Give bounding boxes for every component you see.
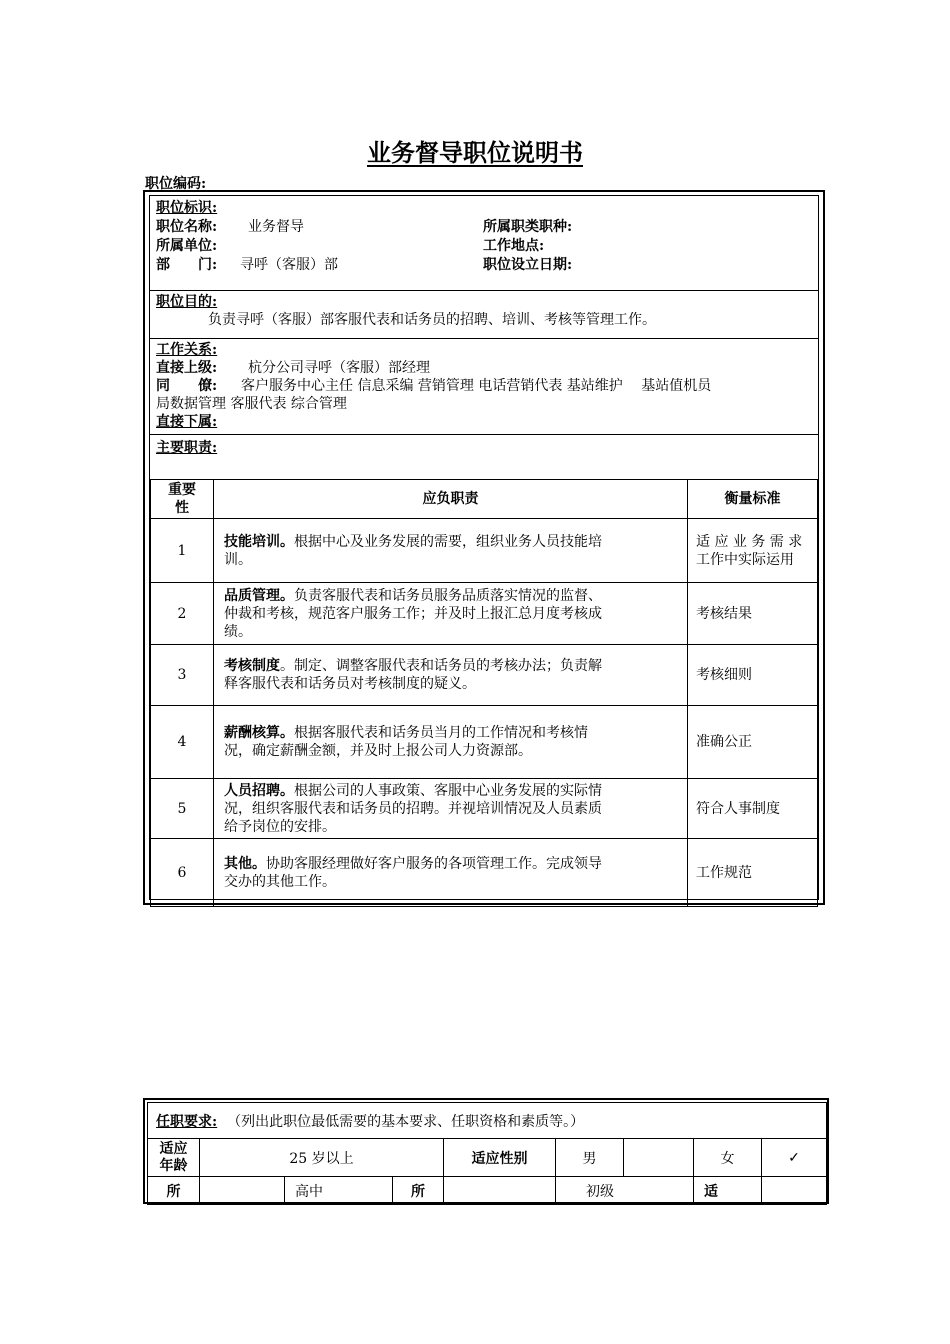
requirements-heading: 任职要求:	[156, 1113, 218, 1130]
table-row	[151, 839, 818, 907]
duty-title: 品质管理。	[224, 587, 294, 604]
gender-male: 男	[556, 1139, 624, 1177]
name-label: 职位名称:	[156, 219, 218, 235]
duty-title: 人员招聘。	[224, 782, 294, 799]
superior-label: 直接上级:	[156, 360, 218, 376]
superior-value: 杭分公司寻呼（客服）部经理	[248, 360, 430, 376]
row3-label-2: 所	[393, 1177, 444, 1205]
duty-text: 负责客服代表和话务员服务品质落实情况的监督、	[294, 587, 602, 604]
age-label	[148, 1139, 200, 1177]
identity-section	[150, 196, 818, 291]
duty-cell	[214, 645, 688, 706]
category-label: 所属职类职种:	[483, 219, 573, 235]
duty-cell	[214, 519, 688, 583]
duty-text: 况，确定薪酬金额，并及时上报公司人力资源部。	[224, 743, 532, 759]
standard-cell: 工作规范	[688, 839, 818, 907]
requirements-box	[143, 1098, 829, 1204]
age-gender-row	[148, 1139, 827, 1177]
purpose-heading: 职位目的:	[156, 294, 218, 310]
duty-title: 其他。	[224, 855, 266, 872]
date-label: 职位设立日期:	[483, 257, 573, 273]
unit-label: 所属单位:	[156, 238, 218, 254]
importance-header-line2: 性	[175, 500, 189, 516]
importance-header	[151, 480, 214, 519]
duty-text: 根据客服代表和话务员当月的工作情况和考核情	[294, 725, 588, 741]
duty-text: 给予岗位的安排。	[224, 818, 336, 835]
requirements-note: （列出此职位最低需要的基本要求、任职资格和素质等。）	[227, 1113, 585, 1130]
standard-header: 衡量标准	[688, 480, 818, 519]
row-number: 3	[151, 645, 214, 706]
standard-text: 工作中实际运用	[696, 551, 794, 568]
table-row	[151, 706, 818, 779]
duty-text: 释客服代表和话务员对考核制度的疑义。	[224, 676, 476, 692]
job-description-box	[143, 190, 825, 905]
duty-cell	[214, 839, 688, 907]
duties-table	[150, 479, 818, 907]
name-value: 业务督导	[248, 219, 304, 235]
row3-cell-2	[200, 1177, 285, 1205]
duties-header-row	[151, 480, 818, 519]
row3-education: 高中	[285, 1177, 393, 1205]
location-label: 工作地点:	[483, 238, 545, 254]
requirements-heading-cell	[148, 1103, 827, 1139]
gender-female: 女	[694, 1139, 762, 1177]
dept-value: 寻呼（客服）部	[240, 257, 338, 273]
duty-text: 交办的其他工作。	[224, 873, 336, 890]
standard-cell: 准确公正	[688, 706, 818, 779]
age-value: 25 岁以上	[200, 1139, 444, 1177]
standard-cell: 考核细则	[688, 645, 818, 706]
importance-header-line1: 重要	[168, 482, 196, 498]
document-title: 业务督导职位说明书	[367, 138, 583, 167]
age-label-line1: 适应	[159, 1140, 188, 1157]
dept-label: 部 门:	[156, 257, 218, 273]
age-label-line2: 年龄	[159, 1157, 188, 1174]
relations-heading: 工作关系:	[156, 342, 218, 358]
requirements-table	[147, 1102, 827, 1205]
subordinate-label: 直接下属:	[156, 414, 218, 430]
duty-header: 应负职责	[214, 480, 688, 519]
table-row	[151, 779, 818, 839]
row-number: 4	[151, 706, 214, 779]
peers-label: 同 僚:	[156, 378, 218, 394]
job-description-inner	[149, 195, 819, 900]
duty-text: 协助客服经理做好客户服务的各项管理工作。完成领导	[266, 855, 602, 872]
duty-title: 考核制度	[224, 658, 280, 674]
row3-cell-5	[444, 1177, 556, 1205]
purpose-section	[150, 290, 818, 339]
row3-level: 初级	[556, 1177, 694, 1205]
duty-text: 。制定、调整客服代表和话务员的考核办法；负责解	[280, 658, 602, 674]
table-row	[151, 519, 818, 583]
standard-cell: 考核结果	[688, 583, 818, 645]
duty-text: 根据中心及业务发展的需要，组织业务人员技能培	[294, 533, 602, 550]
row-number: 1	[151, 519, 214, 583]
standard-cell	[688, 519, 818, 583]
duty-text: 绩。	[224, 623, 252, 640]
duty-text: 况，组织客服代表和话务员的招聘。并视培训情况及人员素质	[224, 800, 602, 817]
education-row	[148, 1177, 827, 1205]
duty-text: 仲裁和考核，规范客户服务工作；并及时上报汇总月度考核成	[224, 605, 602, 622]
row-number: 2	[151, 583, 214, 645]
row-number: 5	[151, 779, 214, 839]
row3-label-3: 适	[694, 1177, 762, 1205]
requirements-heading-row	[148, 1103, 827, 1139]
duty-title: 薪酬核算。	[224, 725, 294, 741]
standard-text: 适 应 业 务 需 求	[696, 533, 803, 550]
row-number: 6	[151, 839, 214, 907]
gender-male-check	[624, 1139, 694, 1177]
row3-cell-9	[762, 1177, 827, 1205]
duty-text: 根据公司的人事政策、客服中心业务发展的实际情	[294, 782, 602, 799]
standard-cell: 符合人事制度	[688, 779, 818, 839]
purpose-text: 负责寻呼（客服）部客服代表和话务员的招聘、培训、考核等管理工作。	[208, 312, 656, 328]
duty-text: 训。	[224, 551, 252, 568]
duties-heading: 主要职责:	[156, 440, 218, 456]
duty-cell	[214, 779, 688, 839]
gender-female-check: ✓	[762, 1139, 827, 1177]
peers-value-line2: 局数据管理 客服代表 综合管理	[156, 396, 347, 412]
table-row	[151, 583, 818, 645]
relations-section	[150, 338, 818, 435]
duty-cell	[214, 583, 688, 645]
row3-label-1: 所	[148, 1177, 200, 1205]
gender-label: 适应性别	[444, 1139, 556, 1177]
duty-title: 技能培训。	[224, 533, 294, 550]
table-row	[151, 645, 818, 706]
position-code-label: 职位编码:	[145, 176, 207, 192]
identity-heading: 职位标识:	[156, 200, 218, 216]
duty-cell	[214, 706, 688, 779]
peers-value-line1: 客户服务中心主任 信息采编 营销管理 电话营销代表 基站维护 基站值机员	[241, 378, 712, 394]
